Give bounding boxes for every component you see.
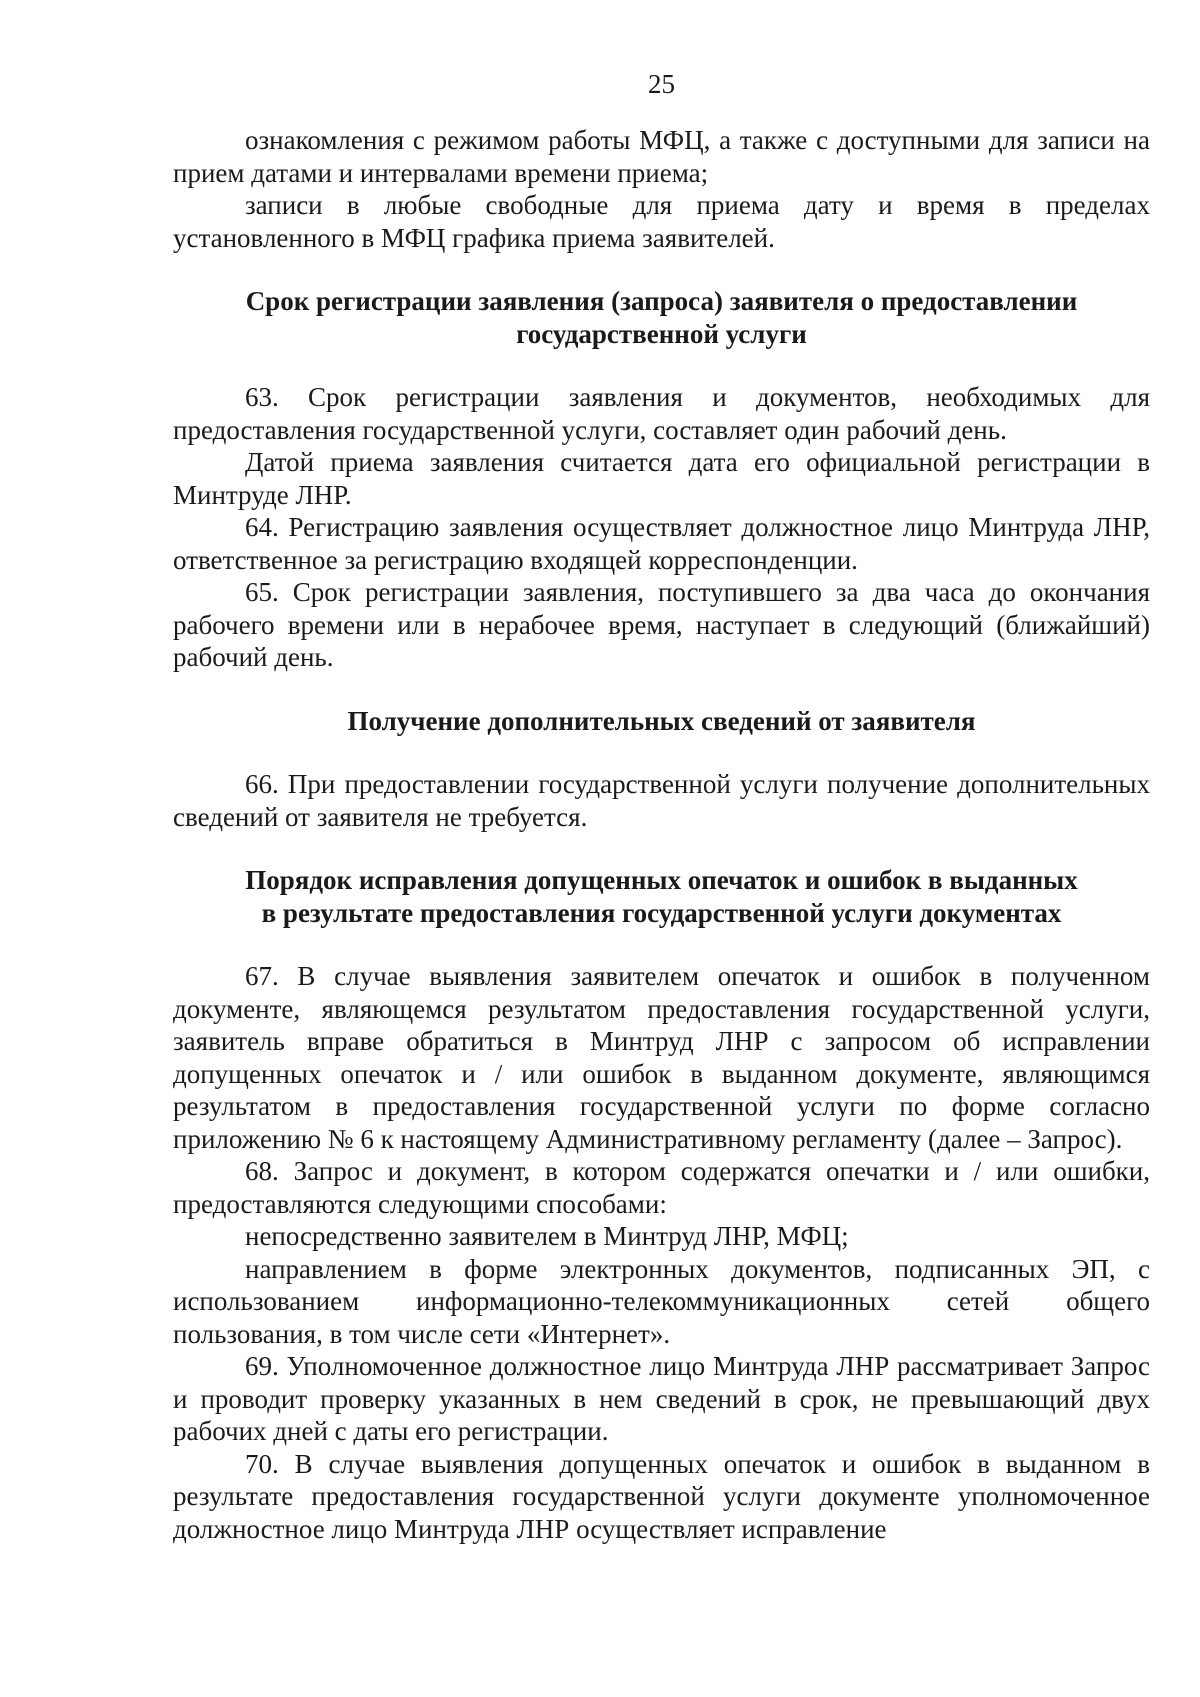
heading-line: Получение дополнительных сведений от заявителя [347, 705, 976, 736]
paragraph: 68. Запрос и документ, в котором содержатся опечатки и / или ошибки, предоставляются следующими способами: [173, 1156, 1150, 1219]
paragraph: 69. Уполномоченное должностное лицо Минтруда ЛНР рассматривает Запрос и проводит проверку указанных в нем сведений в срок, не превышающий двух рабочих дней с даты его регистрации. [173, 1351, 1150, 1446]
heading-line: в результате предоставления государственной услуги документах [261, 897, 1062, 928]
paragraph: Датой приема заявления считается дата его официальной регистрации в Минтруде ЛНР. [173, 447, 1150, 510]
paragraph: направлением в форме электронных документов, подписанных ЭП, с использованием информационно-телекоммуникационных сетей общего пользования, в том числе сети «Интернет». [173, 1253, 1150, 1349]
paragraph: 67. В случае выявления заявителем опечаток и ошибок в полученном документе, являющемся результатом предоставления государственной услуги, заявитель вправе обратиться в Минтруд ЛНР с запросом об исправлении допущенных опечаток и / или ошибок в выданном документе, являющимся результатом в предоставления государственной услуги по форме согласно приложению № 6 к настоящему Административному регламенту (далее – Запрос). [173, 961, 1150, 1154]
page-number: 25 [648, 69, 675, 99]
paragraph: 64. Регистрацию заявления осуществляет должностное лицо Минтруда ЛНР, ответственное за регистрацию входящей корреспонденции. [173, 512, 1150, 575]
paragraph: 63. Срок регистрации заявления и документов, необходимых для предоставления государственной услуги, составляет один рабочий день. [173, 382, 1150, 445]
heading-line: Порядок исправления допущенных опечаток и ошибок в выданных [245, 865, 1078, 895]
paragraph: записи в любые свободные для приема дату и время в пределах установленного в МФЦ графика приема заявителей. [173, 190, 1150, 253]
paragraph: непосредственно заявителем в Минтруд ЛНР, МФЦ; [245, 1221, 849, 1251]
paragraph: 66. При предоставлении государственной услуги получение дополнительных сведений от заявителя не требуется. [173, 769, 1150, 832]
heading-line: государственной услуги [516, 318, 807, 349]
section-heading [173, 864, 1150, 929]
paragraph: 65. Срок регистрации заявления, поступившего за два часа до окончания рабочего времени или в нерабочее время, наступает в следующий (ближайший) рабочий день. [173, 577, 1150, 672]
paragraph: ознакомления с режимом работы МФЦ, а также с доступными для записи на прием датами и интервалами времени приема; [173, 125, 1150, 188]
section-heading [173, 705, 1150, 738]
document-page [173, 68, 1150, 1545]
heading-line: Срок регистрации заявления (запроса) заявителя о предоставлении [245, 286, 1078, 316]
paragraph: 70. В случае выявления допущенных опечаток и ошибок в выданном в результате предоставления государственной услуги документе уполномоченное должностное лицо Минтруда ЛНР осуществляет исправление [173, 1448, 1150, 1544]
section-heading [173, 285, 1150, 350]
